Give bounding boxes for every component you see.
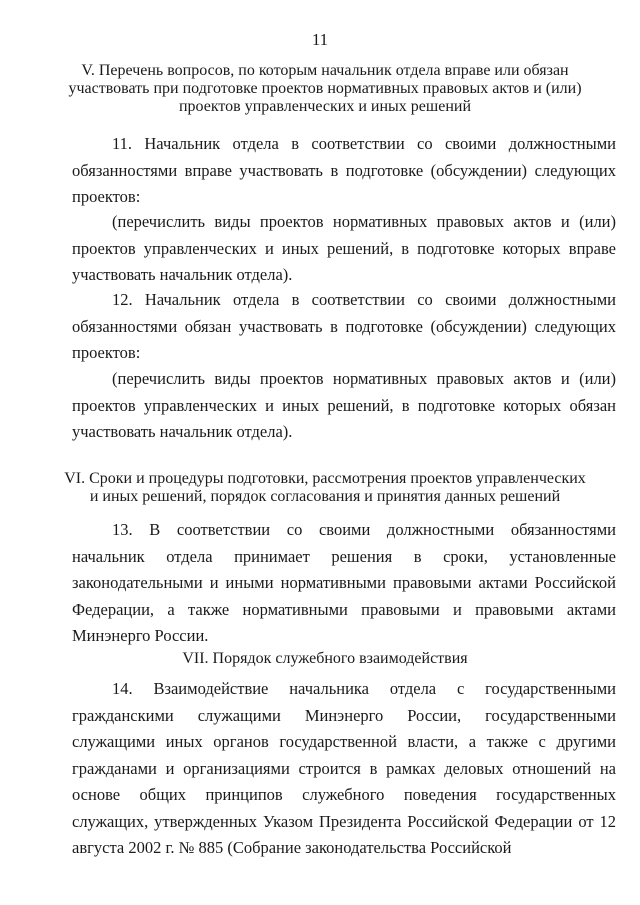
paragraph-14: 14. Взаимодействие начальника отдела с государственными гражданскими служащими Минэнерго России, государственными служащими иных органов государственной власти, а также с другими гражданами и организациями строится в рамках деловых отношений на основе общих принципов служебного поведения государственных служащих, утвержденных Указом Президента Российской Федерации от 12 августа 2002 г. № 885 (Собрание законодательства Российской <box>72 679 616 857</box>
paragraph-13: 13. В соответствии со своими должностными обязанностями начальник отдела принимает решения в сроки, установленные законодательными и иными нормативными правовыми актами Российской Федерации, а также нормативными правовыми и правовыми актами Минэнерго России. <box>72 520 616 645</box>
paragraph-12: 12. Начальник отдела в соответствии со своими должностными обязанностями обязан участвовать в подготовке (обсуждении) следующих проектов: <box>72 290 616 362</box>
section-7-heading: VII. Порядок служебного взаимодействия <box>182 650 468 667</box>
paragraph-11-note: (перечислить виды проектов нормативных правовых актов и (или) проектов управленческих и иных решений, в подготовке которых вправе участвовать начальник отдела). <box>72 212 616 284</box>
paragraph-11: 11. Начальник отдела в соответствии со своими должностными обязанностями вправе участвовать в подготовке (обсуждении) следующих проектов: <box>72 134 616 206</box>
section-6-heading: VI. Сроки и процедуры подготовки, рассмотрения проектов управленческих и иных решений, порядок согласования и принятия данных решений <box>64 470 586 505</box>
paragraph-12-note: (перечислить виды проектов нормативных правовых актов и (или) проектов управленческих и иных решений, в подготовке которых обязан участвовать начальник отдела). <box>72 369 616 441</box>
section-5-heading: V. Перечень вопросов, по которым начальник отдела вправе или обязан участвовать при подготовке проектов нормативных правовых актов и (или) проектов управленческих и иных решений <box>68 62 582 115</box>
page-number: 11 <box>311 30 329 49</box>
